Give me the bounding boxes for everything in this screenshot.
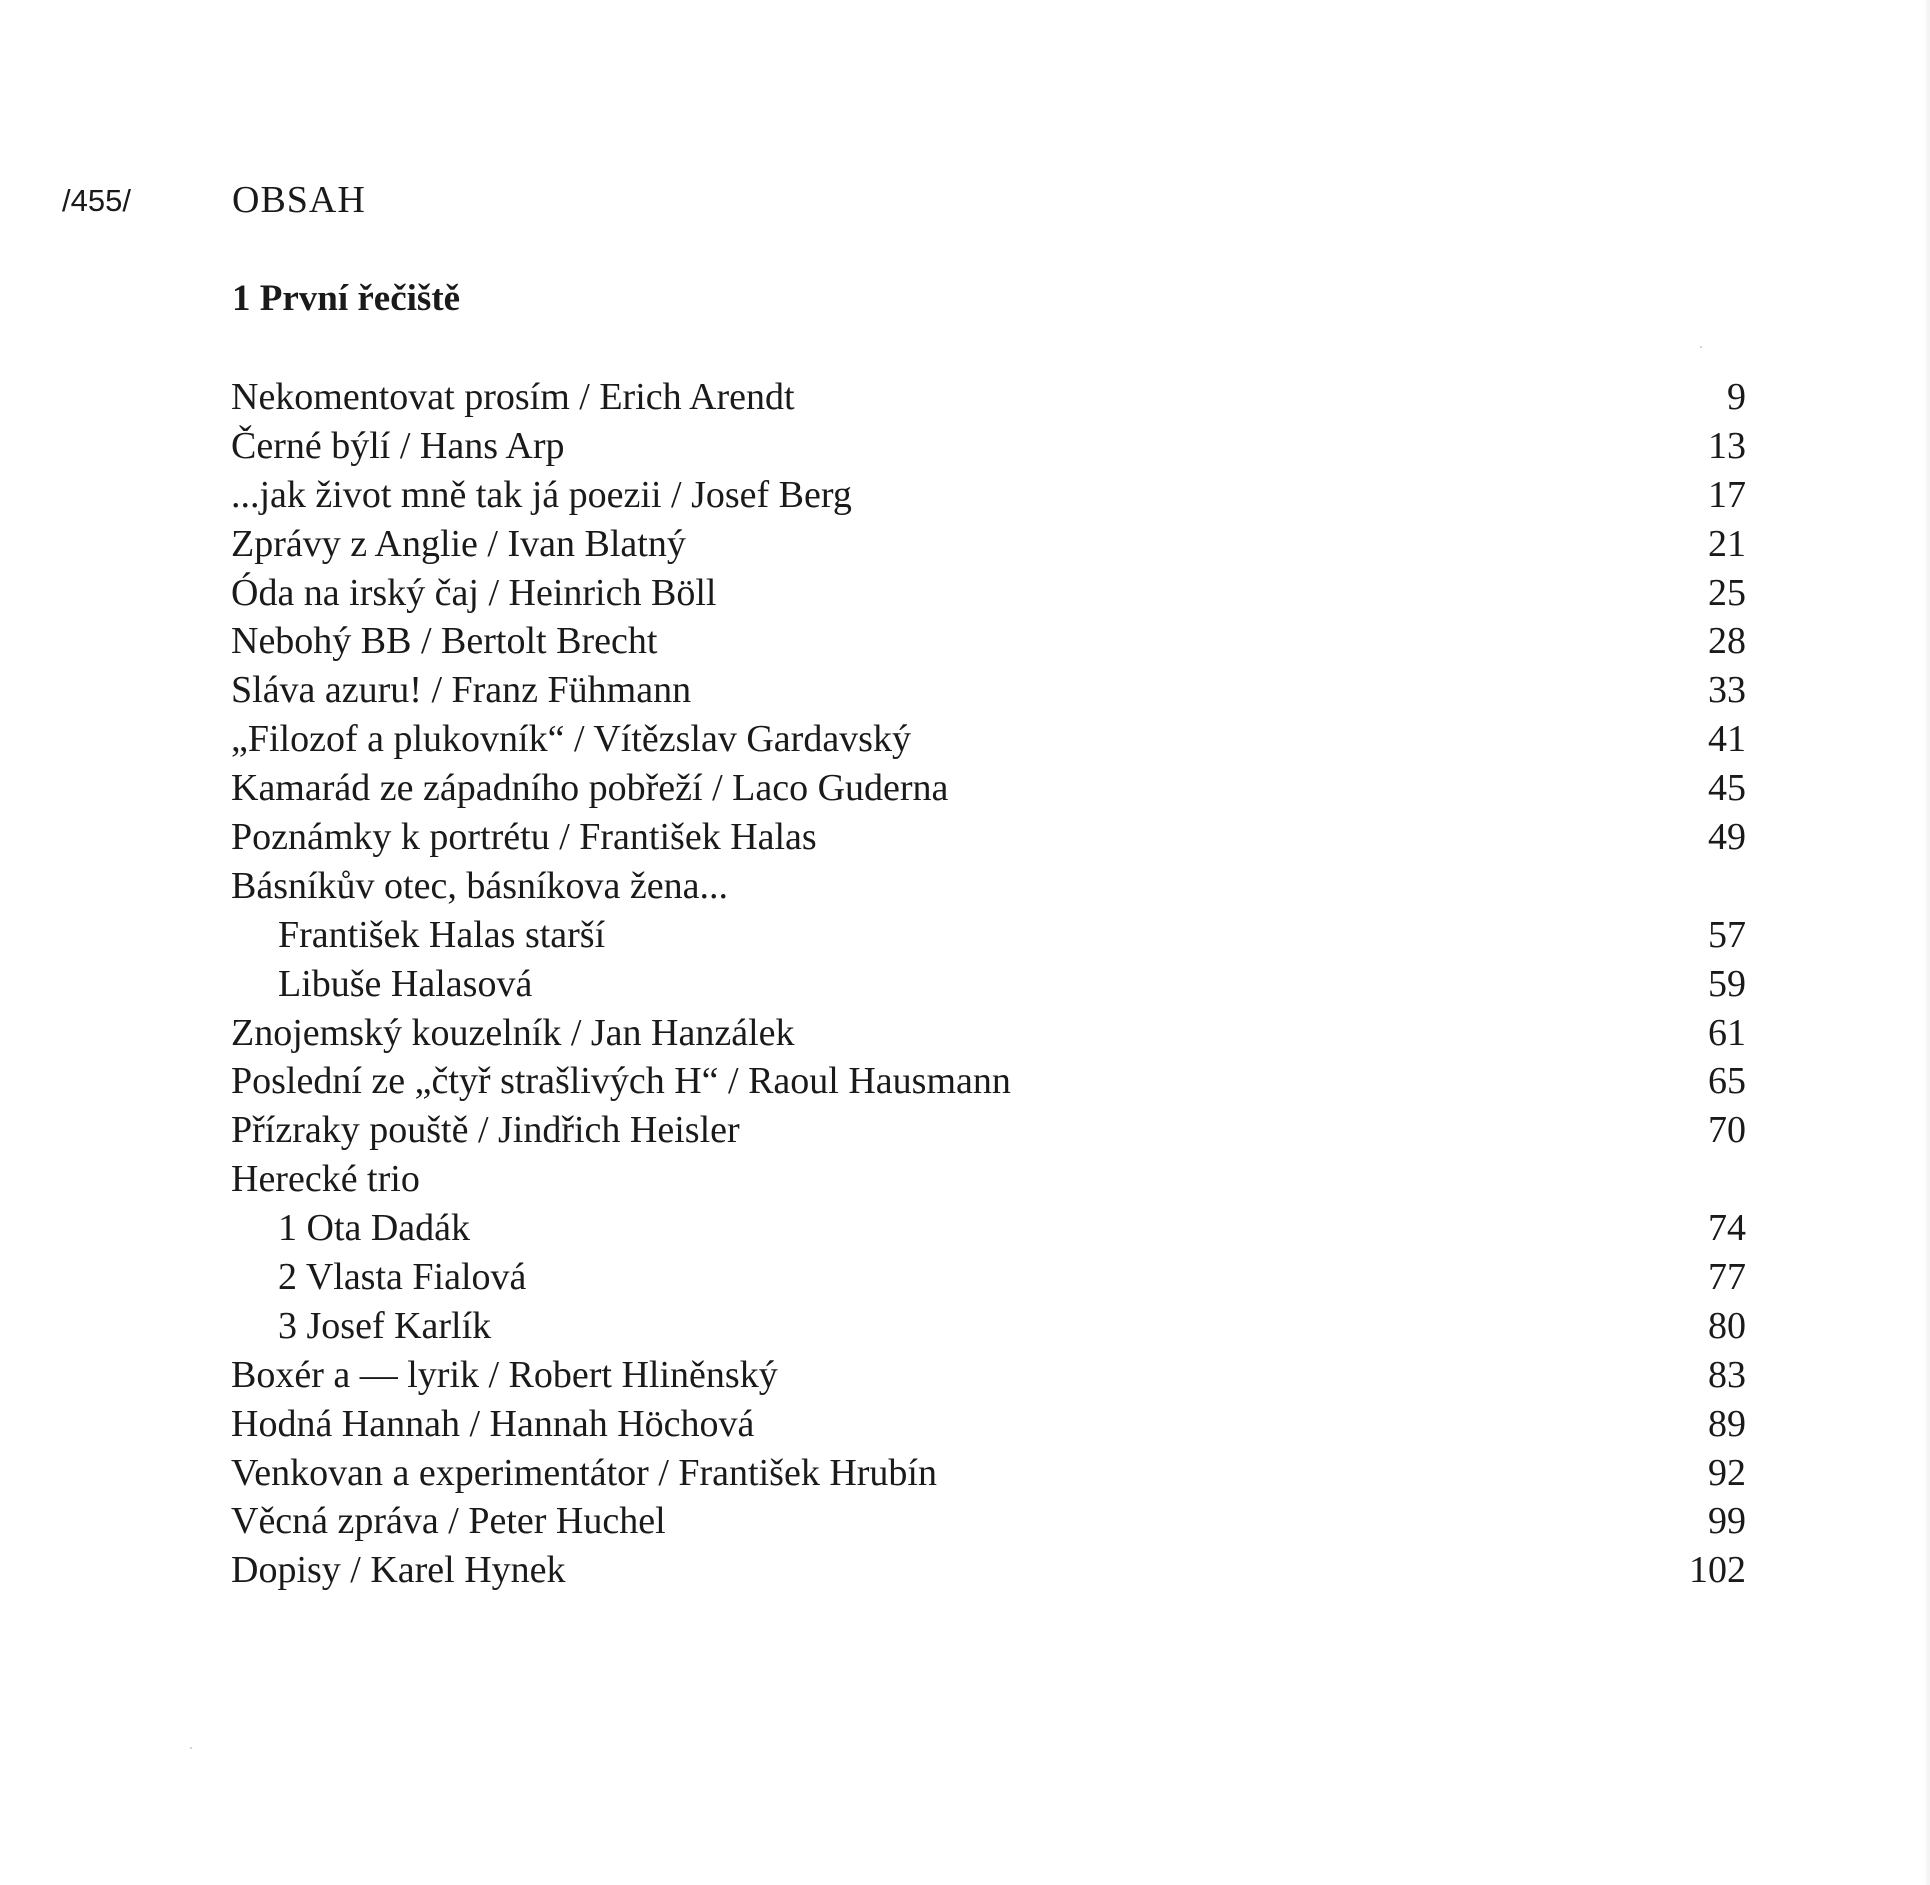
toc-entry-page-number: 49 bbox=[1708, 816, 1746, 859]
toc-entry-page-number: 9 bbox=[1727, 376, 1746, 418]
toc-subentry bbox=[231, 960, 1746, 1009]
toc-entry bbox=[231, 715, 1746, 764]
toc-entry bbox=[231, 1155, 1746, 1204]
toc-entry-page-number: 99 bbox=[1708, 1500, 1746, 1543]
toc-entry-title: 3 Josef Karlík bbox=[278, 1304, 492, 1347]
toc-entry-title: Nebohý BB / Bertolt Brecht bbox=[231, 620, 658, 663]
toc-entry-title: Poznámky k portrétu / František Halas bbox=[231, 816, 817, 859]
toc-entry-page-number: 65 bbox=[1708, 1060, 1746, 1103]
section-heading: 1 První řečiště bbox=[232, 278, 461, 319]
toc-entry-page-number: 59 bbox=[1708, 962, 1746, 1005]
toc-entry-page-number: 13 bbox=[1708, 424, 1746, 467]
toc-entry-title: Herecké trio bbox=[231, 1158, 420, 1201]
toc-entry-title: 1 Ota Dadák bbox=[278, 1207, 471, 1250]
toc-entry-page-number: 74 bbox=[1708, 1207, 1746, 1250]
toc-entry bbox=[231, 373, 1746, 422]
toc-entry bbox=[231, 520, 1746, 569]
toc-entry-page-number: 45 bbox=[1708, 767, 1746, 810]
toc-entry-title: Óda na irský čaj / Heinrich Böll bbox=[231, 571, 717, 614]
toc-entry bbox=[231, 1009, 1746, 1058]
toc-entry-title: Nekomentovat prosím / Erich Arendt bbox=[231, 376, 795, 418]
toc-entry-page-number: 21 bbox=[1708, 522, 1746, 565]
toc-entry-title: Zprávy z Anglie / Ivan Blatný bbox=[231, 522, 686, 565]
toc-entry-title: Básníkův otec, básníkova žena... bbox=[231, 864, 729, 907]
toc-entry-page-number: 77 bbox=[1708, 1256, 1746, 1299]
toc-entry bbox=[231, 1106, 1746, 1155]
toc-subentry bbox=[231, 1302, 1746, 1351]
toc-entry-page-number: 28 bbox=[1708, 620, 1746, 663]
toc-entry-page-number: 102 bbox=[1689, 1549, 1746, 1592]
toc-entry bbox=[231, 813, 1746, 862]
toc-entry bbox=[231, 1351, 1746, 1400]
toc-entry-title: Poslední ze „čtyř strašlivých H“ / Raoul Hausmann bbox=[231, 1060, 1011, 1103]
toc-entry bbox=[231, 1400, 1746, 1449]
toc-subentry bbox=[231, 1204, 1746, 1253]
toc-entry-title: „Filozof a plukovník“ / Vítězslav Gardavský bbox=[231, 718, 911, 761]
toc-entry-page-number: 89 bbox=[1708, 1402, 1746, 1445]
page-edge-shadow bbox=[1924, 0, 1930, 1885]
toc-entry-title: Venkovan a experimentátor / František Hrubín bbox=[231, 1451, 937, 1494]
toc-entry bbox=[231, 666, 1746, 715]
toc-entry-page-number: 33 bbox=[1708, 669, 1746, 712]
toc-entry-page-number: 41 bbox=[1708, 718, 1746, 761]
toc-entry bbox=[231, 569, 1746, 618]
toc-entry bbox=[231, 617, 1746, 666]
toc-entry-title: Věcná zpráva / Peter Huchel bbox=[231, 1500, 666, 1543]
toc-entry-title: 2 Vlasta Fialová bbox=[278, 1256, 527, 1299]
toc-subentry bbox=[231, 911, 1746, 960]
toc-subentry bbox=[231, 1253, 1746, 1302]
toc-entry-page-number: 92 bbox=[1708, 1451, 1746, 1494]
toc-entry bbox=[231, 422, 1746, 471]
toc-entry-title: Dopisy / Karel Hynek bbox=[231, 1549, 566, 1592]
toc-entry-page-number: 83 bbox=[1708, 1353, 1746, 1396]
toc-entry-title: ...jak život mně tak já poezii / Josef Berg bbox=[231, 473, 852, 516]
toc-entry-title: Černé býlí / Hans Arp bbox=[231, 424, 565, 467]
toc-entry-page-number: 61 bbox=[1708, 1011, 1746, 1054]
scan-speck bbox=[1700, 346, 1702, 348]
page-number-marker: /455/ bbox=[62, 183, 131, 218]
toc-entry-title: Sláva azuru! / Franz Fühmann bbox=[231, 669, 692, 712]
toc-entry-title: Kamarád ze západního pobřeží / Laco Guderna bbox=[231, 767, 949, 810]
page-title: OBSAH bbox=[232, 179, 366, 221]
toc-entry-title: Znojemský kouzelník / Jan Hanzálek bbox=[231, 1011, 795, 1054]
toc-entry bbox=[231, 471, 1746, 520]
scan-speck bbox=[190, 1747, 192, 1749]
toc-entry-page-number: 70 bbox=[1708, 1109, 1746, 1152]
toc-entry bbox=[231, 1497, 1746, 1546]
toc-entry bbox=[231, 1057, 1746, 1106]
toc-entry-title: Libuše Halasová bbox=[278, 962, 533, 1005]
toc-entry bbox=[231, 862, 1746, 911]
toc-entry-title: Hodná Hannah / Hannah Höchová bbox=[231, 1402, 755, 1445]
toc-entry-title: Přízraky pouště / Jindřich Heisler bbox=[231, 1109, 740, 1152]
toc-entry-page-number: 80 bbox=[1708, 1304, 1746, 1347]
toc-entry-page-number: 25 bbox=[1708, 571, 1746, 614]
toc-entry-title: Boxér a — lyrik / Robert Hliněnský bbox=[231, 1353, 778, 1396]
toc-entry bbox=[231, 1546, 1746, 1595]
toc-entry-title: František Halas starší bbox=[278, 913, 606, 956]
table-of-contents bbox=[231, 373, 1746, 1595]
toc-entry-page-number: 57 bbox=[1708, 913, 1746, 956]
toc-entry bbox=[231, 1449, 1746, 1498]
toc-entry-page-number: 17 bbox=[1708, 473, 1746, 516]
toc-entry bbox=[231, 764, 1746, 813]
